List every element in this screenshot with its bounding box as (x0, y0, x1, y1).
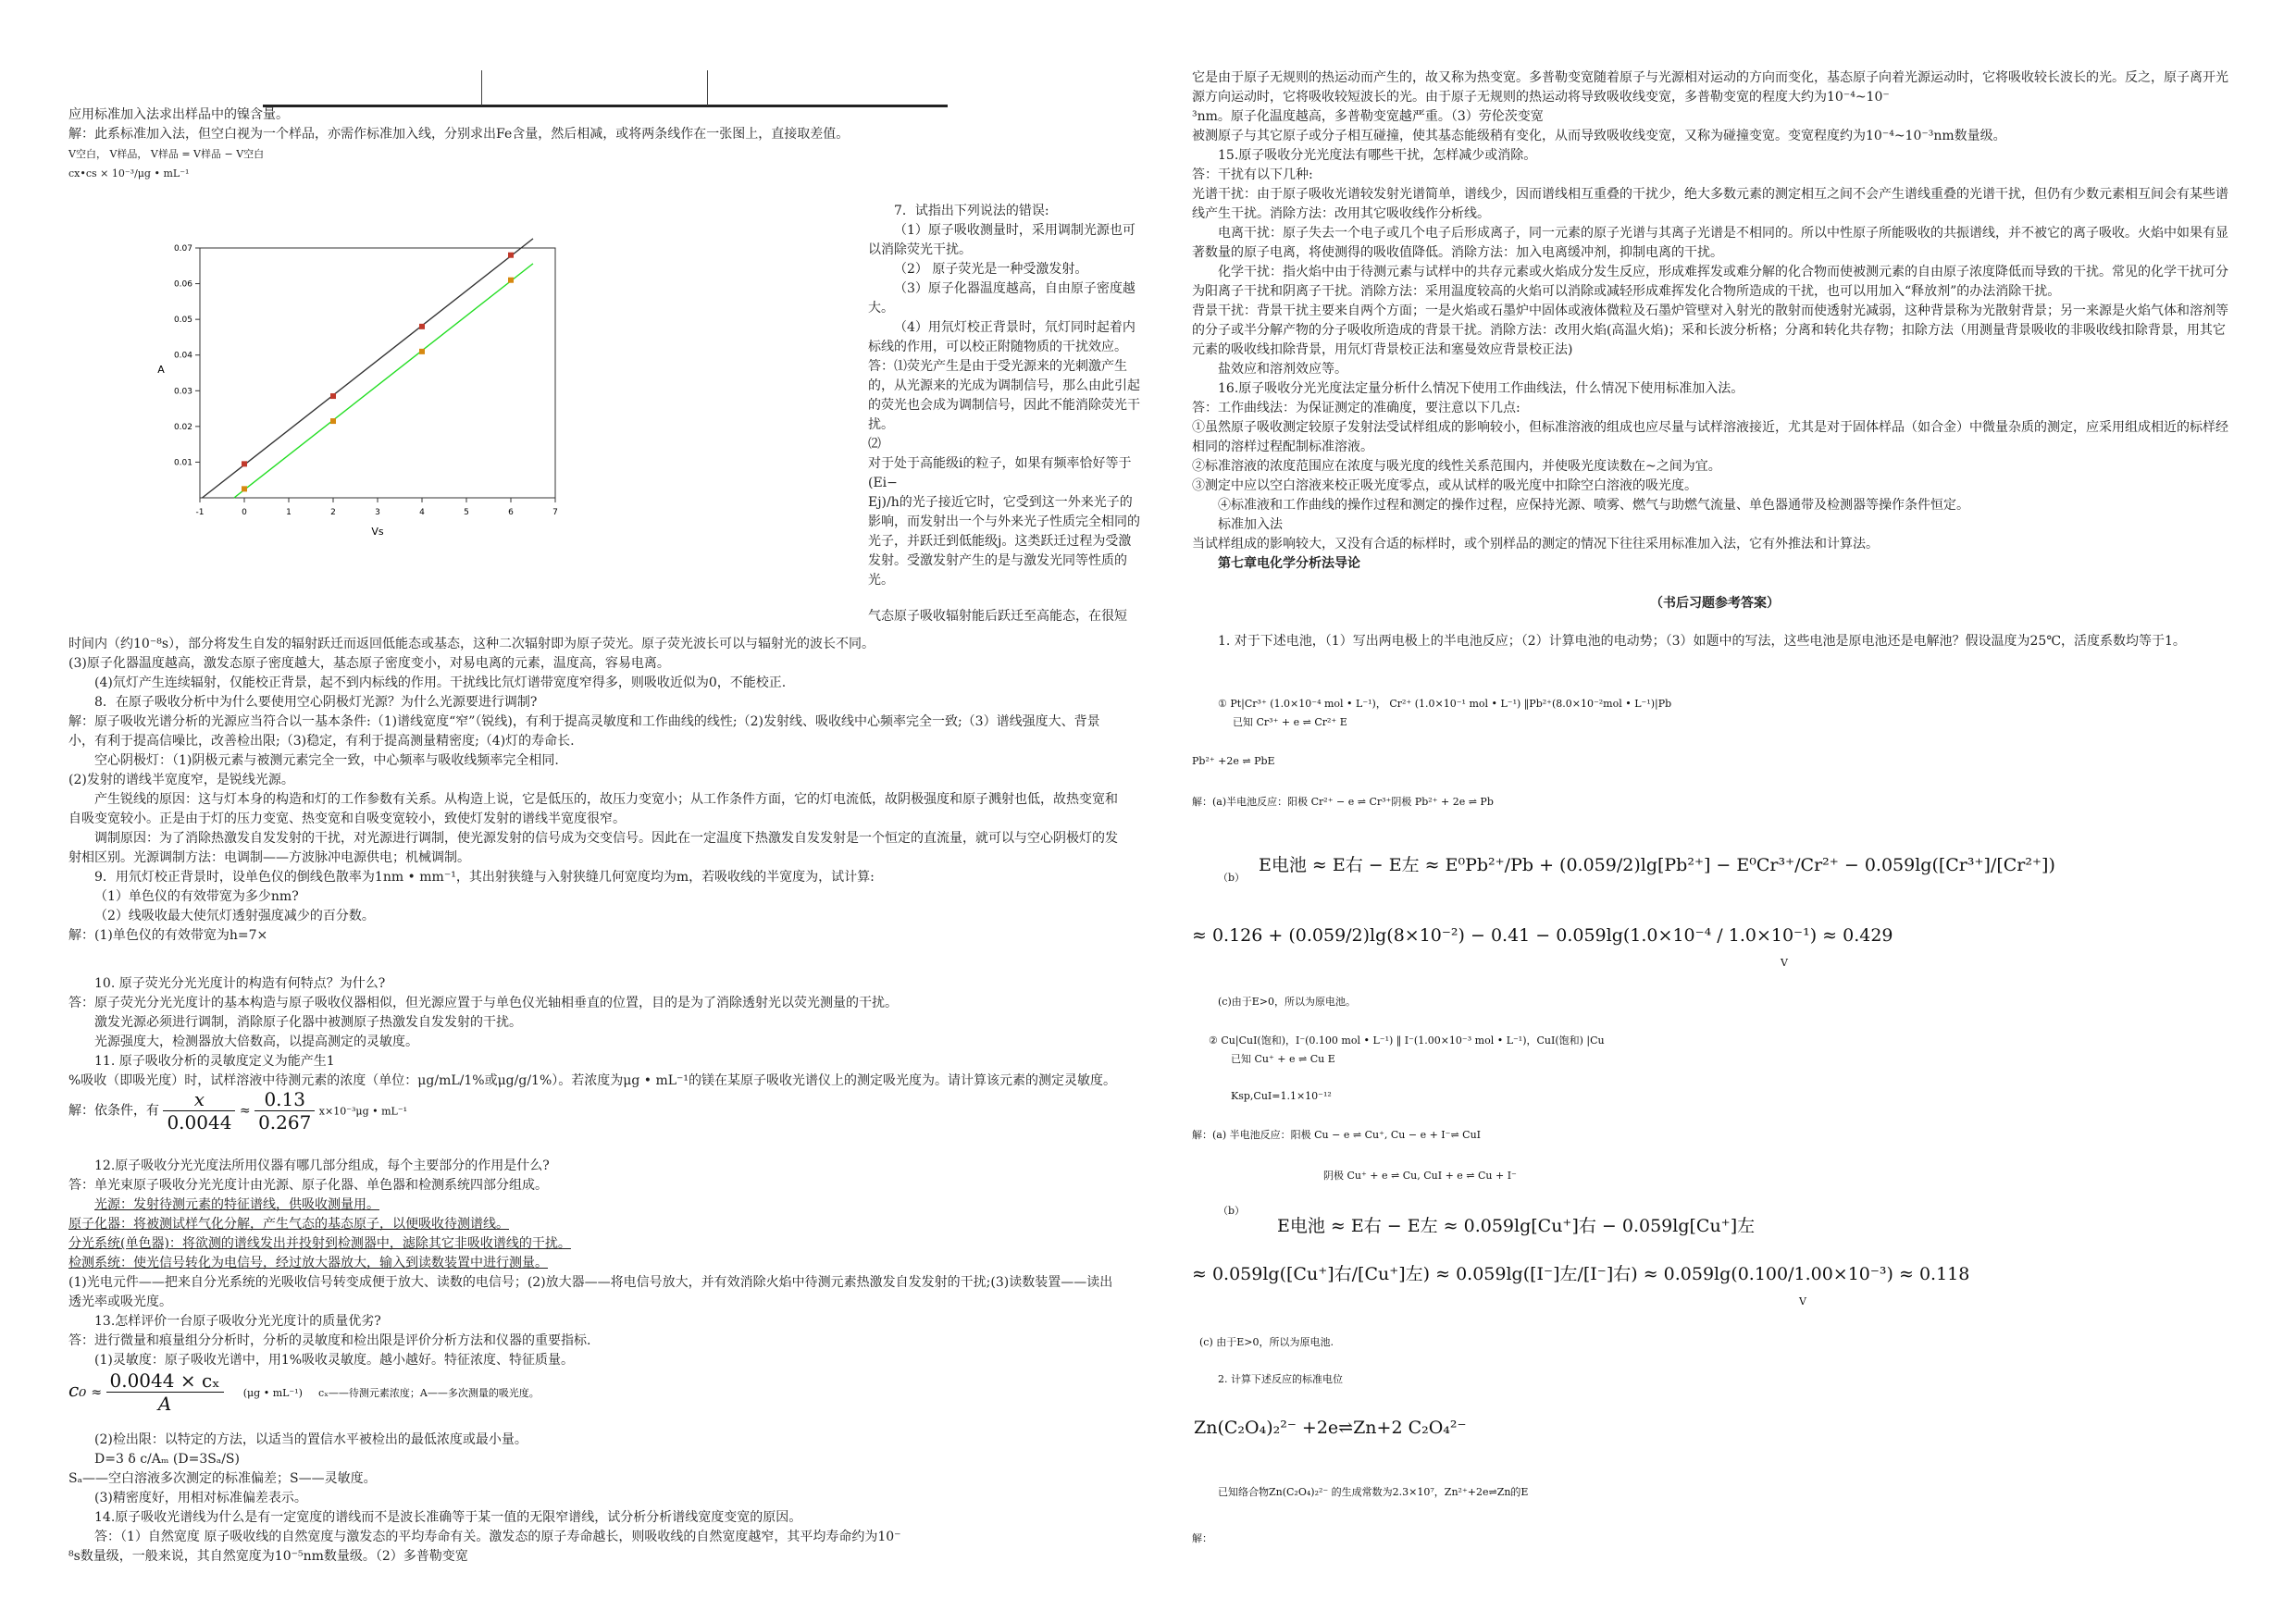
data-point (242, 461, 247, 466)
numerator: 0.13 (254, 1088, 315, 1111)
text-line: ①虽然原子吸收测定较原子发射法受试样组成的影响较小，但标准溶液的组成也应尽量与试样溶液接近，尤其是对于固体样品（如合金）中微量杂质的测定，应采用组成相近的标样经相同的溶样过程配制标准溶液。 (1192, 420, 2228, 454)
text-line: 时间内（约10⁻⁸s），部分将发生自发的辐射跃迁而返回低能态或基态，这种二次辐射即为原子荧光。原子荧光波长可以与辐射光的波长不同。 (68, 637, 875, 651)
y-tick-label: 0.03 (173, 387, 192, 397)
equation: ≈ 0.126 + (0.059/2)lg(8×10⁻²) − 0.41 − 0.059lg(1.0×10⁻⁴ / 1.0×10⁻¹) ≈ 0.429 (1192, 925, 1893, 946)
text-line: 它是由于原子无规则的热运动而产生的，故又称为热变宽。多普勒变宽随着原子与光源相对运动的方向而变化，基态原子向着光源运动时，它将吸收较长波长的光。反之，原子离开光源方向运动时，它将吸收较短波长的光。由于原子无规则的热运动将导致吸收线变宽，多普勒变宽的程度大约为10⁻⁴~10⁻ (1192, 70, 2228, 105)
question-7-column (868, 202, 1141, 626)
data-point (330, 393, 336, 399)
text-line: 产生锐线的原因：这与灯本身的构造和灯的工作参数有关系。从构造上说，它是低压的，故压力变宽小；从工作条件方面，它的灯电流低，故阴极强度和原子溅射也低，故热变宽和自吸变宽较小。正是由于灯的压力变宽、热变宽和自吸变宽较小，致使灯发射的谱线半宽度很窄。 (68, 792, 1118, 826)
answer-line: (c)由于E>0，所以为原电池。 (1218, 996, 1356, 1008)
text-line: cx•cs × 10⁻³/μg • mL⁻¹ (68, 167, 190, 180)
part-label: （b） (1218, 1205, 1246, 1217)
text-line: (2)检出限：以特定的方法，以适当的置信水平被检出的最低浓度或最小量。 (94, 1432, 527, 1447)
text-line: 光谱干扰：由于原子吸收光谱较发射光谱简单，谱线少，因而谱线相互重叠的干扰少，绝大多数元素的测定相互之间不会产生谱线重叠的光谱干扰，但仍有少数元素相互间会有某些谱线产生干扰。消除方法：改用其它吸收线作分析线。 (1192, 187, 2228, 221)
data-point (508, 278, 514, 283)
text-line: 盐效应和溶剂效应等。 (1218, 362, 1347, 377)
text-line: （1）原子吸收测量时，采用调制光源也可以消除荧光干扰。 (868, 223, 1136, 257)
x-tick-label: 2 (330, 508, 336, 517)
numerator: x (163, 1088, 235, 1111)
text-line: 14.原子吸收光谱线为什么是有一定宽度的谱线而不是波长准确等于某一值的无限窄谱线，试分析分析谱线宽度变宽的原因。 (94, 1510, 802, 1525)
denominator: 0.267 (258, 1111, 312, 1134)
text-line: 答：（1）自然宽度 原子吸收线的自然宽度与激发态的平均寿命有关。激发态的原子寿命越长，则吸收线的自然宽度越窄，其平均寿命约为10⁻ (94, 1530, 901, 1544)
data-point (330, 418, 336, 424)
text-line: cₓ——待测元素浓度；A——多次测量的吸光度。 (318, 1387, 540, 1399)
header-divider (481, 70, 482, 105)
text-line: 1. 对于下述电池，（1）写出两电极上的半电池反应；（2）计算电池的电动势；（3）如题中的写法，这些电池是原电池还是电解池？假设温度为25℃，活度系数均等于1。 (1218, 634, 2186, 649)
x-tick-label: 6 (508, 508, 514, 517)
text-line: 答：进行微量和痕量组分分析时，分析的灵敏度和检出限是评价分析方法和仪器的重要指标. (68, 1333, 591, 1348)
unit-label: x×10⁻³μg • mL⁻¹ (318, 1105, 408, 1118)
formula-lhs: c₀ (68, 1379, 87, 1401)
equation: ≈ 0.059lg([Cu⁺]右/[Cu⁺]左) ≈ 0.059lg([I⁻]左/[I⁻]右) ≈ 0.059lg(0.100/1.00×10⁻³) ≈ 0.118 (1192, 1264, 1970, 1284)
left-intro (68, 105, 938, 183)
answer-line: 阴极 Cu⁺ + e ⇌ Cu, CuI + e ⇌ Cu + I⁻ (1323, 1170, 1517, 1182)
x-tick-label: -1 (195, 508, 205, 517)
given-line: 已知络合物Zn(C₂O₄)₂²⁻ 的生成常数为2.3×10⁷，Zn²⁺+2e⇌Zn的E (1218, 1486, 1529, 1498)
text-line: 解：原子吸收光谱分析的光源应当符合以一基本条件:（1)谱线宽度“窄”（锐线)，有利于提高灵敏度和工作曲线的线性;（2)发射线、吸收线中心频率完全一致;（3）谱线强度大、背景小，有利于提高信噪比，改善检出限;（3)稳定，有利于提高测量精密度;（4)灯的寿命长. (68, 714, 1100, 749)
standard-addition-chart (148, 229, 574, 544)
equation: Zn(C₂O₄)₂²⁻ +2e⇌Zn+2 C₂O₄²⁻ (1194, 1418, 1467, 1438)
text-line: （4）用氘灯校正背景时，氘灯同时起着内标线的作用，可以校正附随物质的干扰效应。 (868, 320, 1136, 354)
answer-line: 解：(a) 半电池反应：阳极 Cu − e ⇌ Cu⁺, Cu − e + I⁻⇌ CuI (1192, 1129, 1482, 1141)
text-line: 9．用氘灯校正背景时，设单色仪的倒线色散率为1nm • mm⁻¹，其出射狭缝与入射狭缝几何宽度均为m，若吸收线的半宽度为，试计算: (94, 870, 875, 885)
given-line: 已知 Cu⁺ + e ⇌ Cu E (1231, 1053, 1335, 1065)
x-tick-label: 1 (286, 508, 292, 517)
unit-label: V (1781, 957, 1788, 969)
text-line: 标准加入法 (1218, 517, 1283, 532)
cell-notation: ① Pt|Cr³⁺ (1.0×10⁻⁴ mol • L⁻¹)， Cr²⁺ (1.0×10⁻¹ mol • L⁻¹) ‖Pb²⁺(8.0×10⁻²mol • L⁻¹)|Pb (1218, 698, 1672, 710)
part-label: （b） (1218, 872, 1246, 884)
text-line: Sₐ——空白溶液多次测定的标准偏差；S——灵敏度。 (68, 1471, 377, 1486)
answer-11: 解：依条件，有 $\frac{x}{0.0044}$ ≈ $\frac{0.13}{0.267}$ x×10⁻³μg • mL⁻¹ (68, 1088, 408, 1134)
answer-line: 解：(a)半电池反应：阳极 Cr²⁺ − e ⇌ Cr³⁺阴极 Pb²⁺ + 2e ⇌ Pb (1192, 796, 1494, 808)
text-line: ③测定中应以空白溶液来校正吸光度零点，或从试样的吸光度中扣除空白溶液的吸光度。 (1192, 478, 1697, 493)
text-line: 答：原子荧光分光光度计的基本构造与原子吸收仪器相似，但光源应置于与单色仪光轴相垂直的位置，目的是为了消除透射光以荧光测量的干扰。 (68, 996, 898, 1010)
text-line: 7．试指出下列说法的错误: (894, 204, 1049, 218)
text-line: ②标准溶液的浓度范围应在浓度与吸光度的线性关系范围内，并使吸光度读数在~之间为宜。 (1192, 459, 1721, 474)
text-line: 答：⑴荧光产生是由于受光源来的光刺激产生的，从光源来的光成为调制信号，那么由此引起的荧光也会成为调制信号，因此不能消除荧光干扰。 (868, 359, 1140, 432)
text-line: （2） 原子荧光是一种受激发射。 (894, 262, 1088, 277)
text-line: 检测系统：使光信号转化为电信号，经过放大器放大，输入到读数装置中进行测量。 (68, 1256, 548, 1270)
text-line: ³nm。原子化温度越高，多普勒变宽越严重。（3）劳伦茨变宽 (1192, 109, 1544, 124)
y-tick-label: 0.02 (173, 422, 192, 432)
text-line: (1)灵敏度：原子吸收光谱中，用1%吸收灵敏度。越小越好。特征浓度、特征质量。 (94, 1353, 575, 1368)
chapter-subtitle: （书后习题参考答案） (1650, 596, 1780, 611)
text-line: 15.原子吸收分光光度法有哪些干扰，怎样减少或消除。 (1218, 148, 1537, 163)
text-line: 答：工作曲线法：为保证测定的准确度，要注意以下几点: (1192, 401, 1520, 415)
given-line: Pb²⁺ +2e ⇌ PbE (1192, 755, 1275, 767)
unit-label: (μg • mL⁻¹) (242, 1387, 303, 1399)
data-point (419, 349, 425, 354)
answer-line: (c) 由于E>0，所以为原电池. (1199, 1336, 1334, 1348)
text-line: 解：依条件，有 (68, 1103, 159, 1119)
fit-line (202, 239, 533, 498)
text-line: 答：干扰有以下几种: (1192, 167, 1313, 182)
y-tick-label: 0.05 (173, 316, 192, 326)
fraction (163, 1088, 235, 1134)
answer-line: 解： (1192, 1532, 1212, 1544)
chart-svg (148, 229, 574, 544)
x-tick-label: 4 (419, 508, 425, 517)
text-line: 被测原子与其它原子或分子相互碰撞，使其基态能级稍有变化，从而导致吸收线变宽，又称为碰撞变宽。变宽程度约为10⁻⁴~10⁻³nm数量级。 (1192, 129, 2006, 143)
fit-line (234, 264, 533, 498)
cell-notation: ② Cu|CuI(饱和)，I⁻(0.100 mol • L⁻¹) ‖ I⁻(1.00×10⁻³ mol • L⁻¹)，CuI(饱和) |Cu (1209, 1035, 1605, 1047)
text-line: ⑵ (868, 437, 881, 452)
text-line: 应用标准加入法求出样品中的镍含量。 (68, 107, 289, 122)
text-line: 解：此系标准加入法，但空白视为一个样品，亦需作标准加入线，分别求出Fe含量，然后相减，或将两条线作在一张图上，直接取差值。 (68, 127, 850, 142)
data-point (242, 486, 247, 491)
text-line: 调制原因：为了消除热激发自发发射的干扰，对光源进行调制，使光源发射的信号成为交变信号。因此在一定温度下热激发自发发射是一个恒定的直流量，就可以与空心阴极灯的发射相区别。光源调制方法：电调制——方波脉冲电源供电；机械调制。 (68, 831, 1118, 865)
text-line: （2）线吸收最大使氘灯透射强度减少的百分数。 (94, 909, 375, 923)
text-line: 背景干扰：背景干扰主要来自两个方面；一是火焰或石墨炉中固体或液体微粒及石墨炉管壁对入射光的散射而使透射光减弱，这种背景称为光散射背景；另一来源是火焰气体和溶剂等的分子或半分解产物的分子吸收所造成的背景干扰。消除方法：改用火焰(高温火焰)；采和长波分析格；分离和转化共存物；扣除方法（用测量背景吸收的非吸收线扣除背景，用其它元素的吸收线扣除背景，用氘灯背景校正法和塞曼效应背景校正法) (1192, 304, 2228, 357)
x-tick-label: 7 (552, 508, 558, 517)
text-line: (4)氘灯产生连续辐射，仅能校正背景，起不到内标线的作用。干扰线比氘灯谱带宽度窄得多，则吸收近似为0，不能校正. (94, 675, 787, 690)
text-line: 激发光源必须进行调制，消除原子化器中被测原子热激发自发发射的干扰。 (94, 1015, 522, 1030)
denominator: A (157, 1393, 172, 1415)
unit-label: V (1799, 1295, 1806, 1307)
y-tick-label: 0.04 (173, 351, 192, 361)
text-line: 光源强度大，检测器放大倍数高，以提高测定的灵敏度。 (94, 1035, 418, 1049)
chapter-title: 第七章电化学分析法导论 (1218, 556, 1360, 571)
left-body-2 (68, 1157, 1123, 1370)
text-line: ④标准液和工作曲线的操作过程和测定的操作过程，应保持光源、喷雾、燃气与助燃气流量、单色器通带及检测器等操作条件恒定。 (1218, 498, 1969, 513)
text-line: 10. 原子荧光分光光度计的构造有何特点？为什么? (94, 976, 386, 991)
text-line: ⁸s数量级，一般来说，其自然宽度为10⁻⁵nm数量级。（2）多普勒变宽 (68, 1549, 468, 1564)
right-body (1192, 68, 2238, 651)
y-tick-label: 0.07 (173, 244, 192, 254)
x-axis-label: Vs (371, 526, 384, 538)
text-line: 空心阴极灯：（1)阴极元素与被测元素完全一致，中心频率与吸收线频率完全相同. (94, 753, 559, 768)
text-line: 解：(1)单色仪的有效带宽为h=7× (68, 928, 268, 943)
equation: E电池 ≈ E右 − E左 ≈ 0.059lg[Cu⁺]右 − 0.059lg[Cu⁺]左 (1277, 1216, 1756, 1236)
text-line: 16.原子吸收分光光度法定量分析什么情况下使用工作曲线法，什么情况下使用标准加入法。 (1218, 381, 1744, 396)
text-line: 12.原子吸收分光光度法所用仪器有哪几部分组成，每个主要部分的作用是什么? (94, 1158, 550, 1173)
x-tick-label: 3 (375, 508, 380, 517)
plot-frame (200, 248, 555, 498)
y-tick-label: 0.01 (173, 458, 192, 468)
header-divider (707, 70, 708, 105)
text-line: (1)光电元件——把来自分光系统的光吸收信号转变成便于放大、读数的电信号；(2)放大器——将电信号放大，并有效消除火焰中待测元素热激发自发发射的干扰;(3)读数装置——读出透光率或吸光度。 (68, 1275, 1113, 1309)
text-line: %吸收（即吸光度）时，试样溶液中待测元素的浓度（单位：μg/mL/1%或μg/g/1%）。若浓度为μg • mL⁻¹的镁在某原子吸收光谱仪上的测定吸光度为。请计算该元素的测定灵敏度。 (68, 1073, 1117, 1088)
y-axis-label: A (157, 364, 165, 376)
text-line: (2)发射的谱线半宽度窄，是锐线光源。 (68, 773, 294, 787)
c0-formula: c₀ ≈ $\frac{\text{0.0044 × cₓ}}{A}$ (μg • mL⁻¹) cₓ——待测元素浓度；A——多次测量的吸光度。 (68, 1369, 540, 1415)
data-point (419, 324, 425, 329)
text-line: 气态原子吸收辐射能后跃迁至高能态，在很短 (868, 609, 1127, 624)
text-line: 13.怎样评价一台原子吸收分光光度计的质量优劣? (94, 1314, 381, 1329)
left-body-3 (68, 1431, 1123, 1567)
text-line: Ej)/h的光子接近它时，它受到这一外来光子的影响，而发射出一个与外来光子性质完全相同的光子，并跃迁到低能级j。这类跃迁过程为受激发射。受激发射产生的是与激发光同等性质的光。 (868, 495, 1140, 588)
text-line: 当试样组成的影响较大，又没有合适的标样时，或个别样品的测定的情况下往往采用标准加入法，它有外推法和计算法。 (1192, 537, 1879, 551)
x-tick-label: 5 (464, 508, 469, 517)
x-tick-label: 0 (242, 508, 247, 517)
text-line: 11. 原子吸收分析的灵敏度定义为能产生1 (94, 1054, 335, 1069)
question-line: 2. 计算下述反应的标准电位 (1218, 1373, 1343, 1385)
text-line: 分光系统(单色器)：将欲测的谱线发出并投射到检测器中，滤除其它非吸收谱线的干扰。 (68, 1236, 571, 1251)
equation: E电池 ≈ E右 − E左 ≈ E⁰Pb²⁺/Pb + (0.059/2)lg[Pb²⁺] − E⁰Cr³⁺/Cr²⁺ − 0.059lg([Cr³⁺]/[Cr²⁺]) (1259, 855, 2055, 875)
text-line: （3）原子化器温度越高，自由原子密度越大。 (868, 281, 1136, 316)
given-line: Ksp,CuI=1.1×10⁻¹² (1231, 1090, 1332, 1102)
y-tick-label: 0.06 (173, 279, 192, 290)
text-line: 原子化器：将被测试样气化分解，产生气态的基态原子，以便吸收待测谱线。 (68, 1217, 509, 1232)
text-line: V空白， V样品， V样品 = V样品 − V空白 (68, 148, 265, 160)
spacer (68, 946, 1123, 965)
text-line: 电离干扰：原子失去一个电子或几个电子后形成离子，同一元素的原子光谱与其离子光谱是不相同的。所以中性原子所能吸收的共振谱线，并不被它的离子吸收。火焰中如果有显著数量的原子电离，将使测得的吸收值降低。消除方法：加入电离缓冲剂，抑制电离的干扰。 (1192, 226, 2228, 260)
fraction (254, 1088, 315, 1134)
text-line: 化学干扰：指火焰中由于待测元素与试样中的共存元素或火焰成分发生反应，形成难挥发或难分解的化合物而使被测元素的自由原子浓度降低而导致的干扰。常见的化学干扰可分为阳离子干扰和阴离子干扰。消除方法：采用温度较高的火焰可以消除或减轻形成难挥发化合物所造成的干扰，也可以用加入“释放剂”的办法消除干扰。 (1192, 265, 2228, 299)
text-line: (3)精密度好，用相对标准偏差表示。 (94, 1491, 307, 1505)
text-line: （1）单色仪的有效带宽为多少nm? (94, 889, 299, 904)
text-line: 答：单光束原子吸收分光光度计由光源、原子化器、单色器和检测系统四部分组成。 (68, 1178, 548, 1193)
given-line: 已知 Cr³⁺ + e ⇌ Cr²⁺ E (1233, 716, 1347, 728)
text-line: 对于处于高能级i的粒子，如果有频率恰好等于(Ei− (868, 456, 1132, 490)
denominator: 0.0044 (167, 1111, 232, 1134)
left-body (68, 635, 1123, 1091)
fraction (106, 1369, 224, 1415)
data-point (508, 253, 514, 258)
text-line: 光源：发射待测元素的特征谱线，供吸收测量用。 (94, 1197, 379, 1212)
text-line: D=3 δ c/Aₘ (D=3Sₐ/S) (94, 1452, 240, 1467)
text-line: 8．在原子吸收分析中为什么要使用空心阴极灯光源？为什么光源要进行调制? (94, 695, 538, 710)
numerator: 0.0044 × cₓ (106, 1369, 224, 1393)
text-line: (3)原子化器温度越高，激发态原子密度越大，基态原子密度变小，对易电离的元素，温度高，容易电离。 (68, 656, 670, 671)
